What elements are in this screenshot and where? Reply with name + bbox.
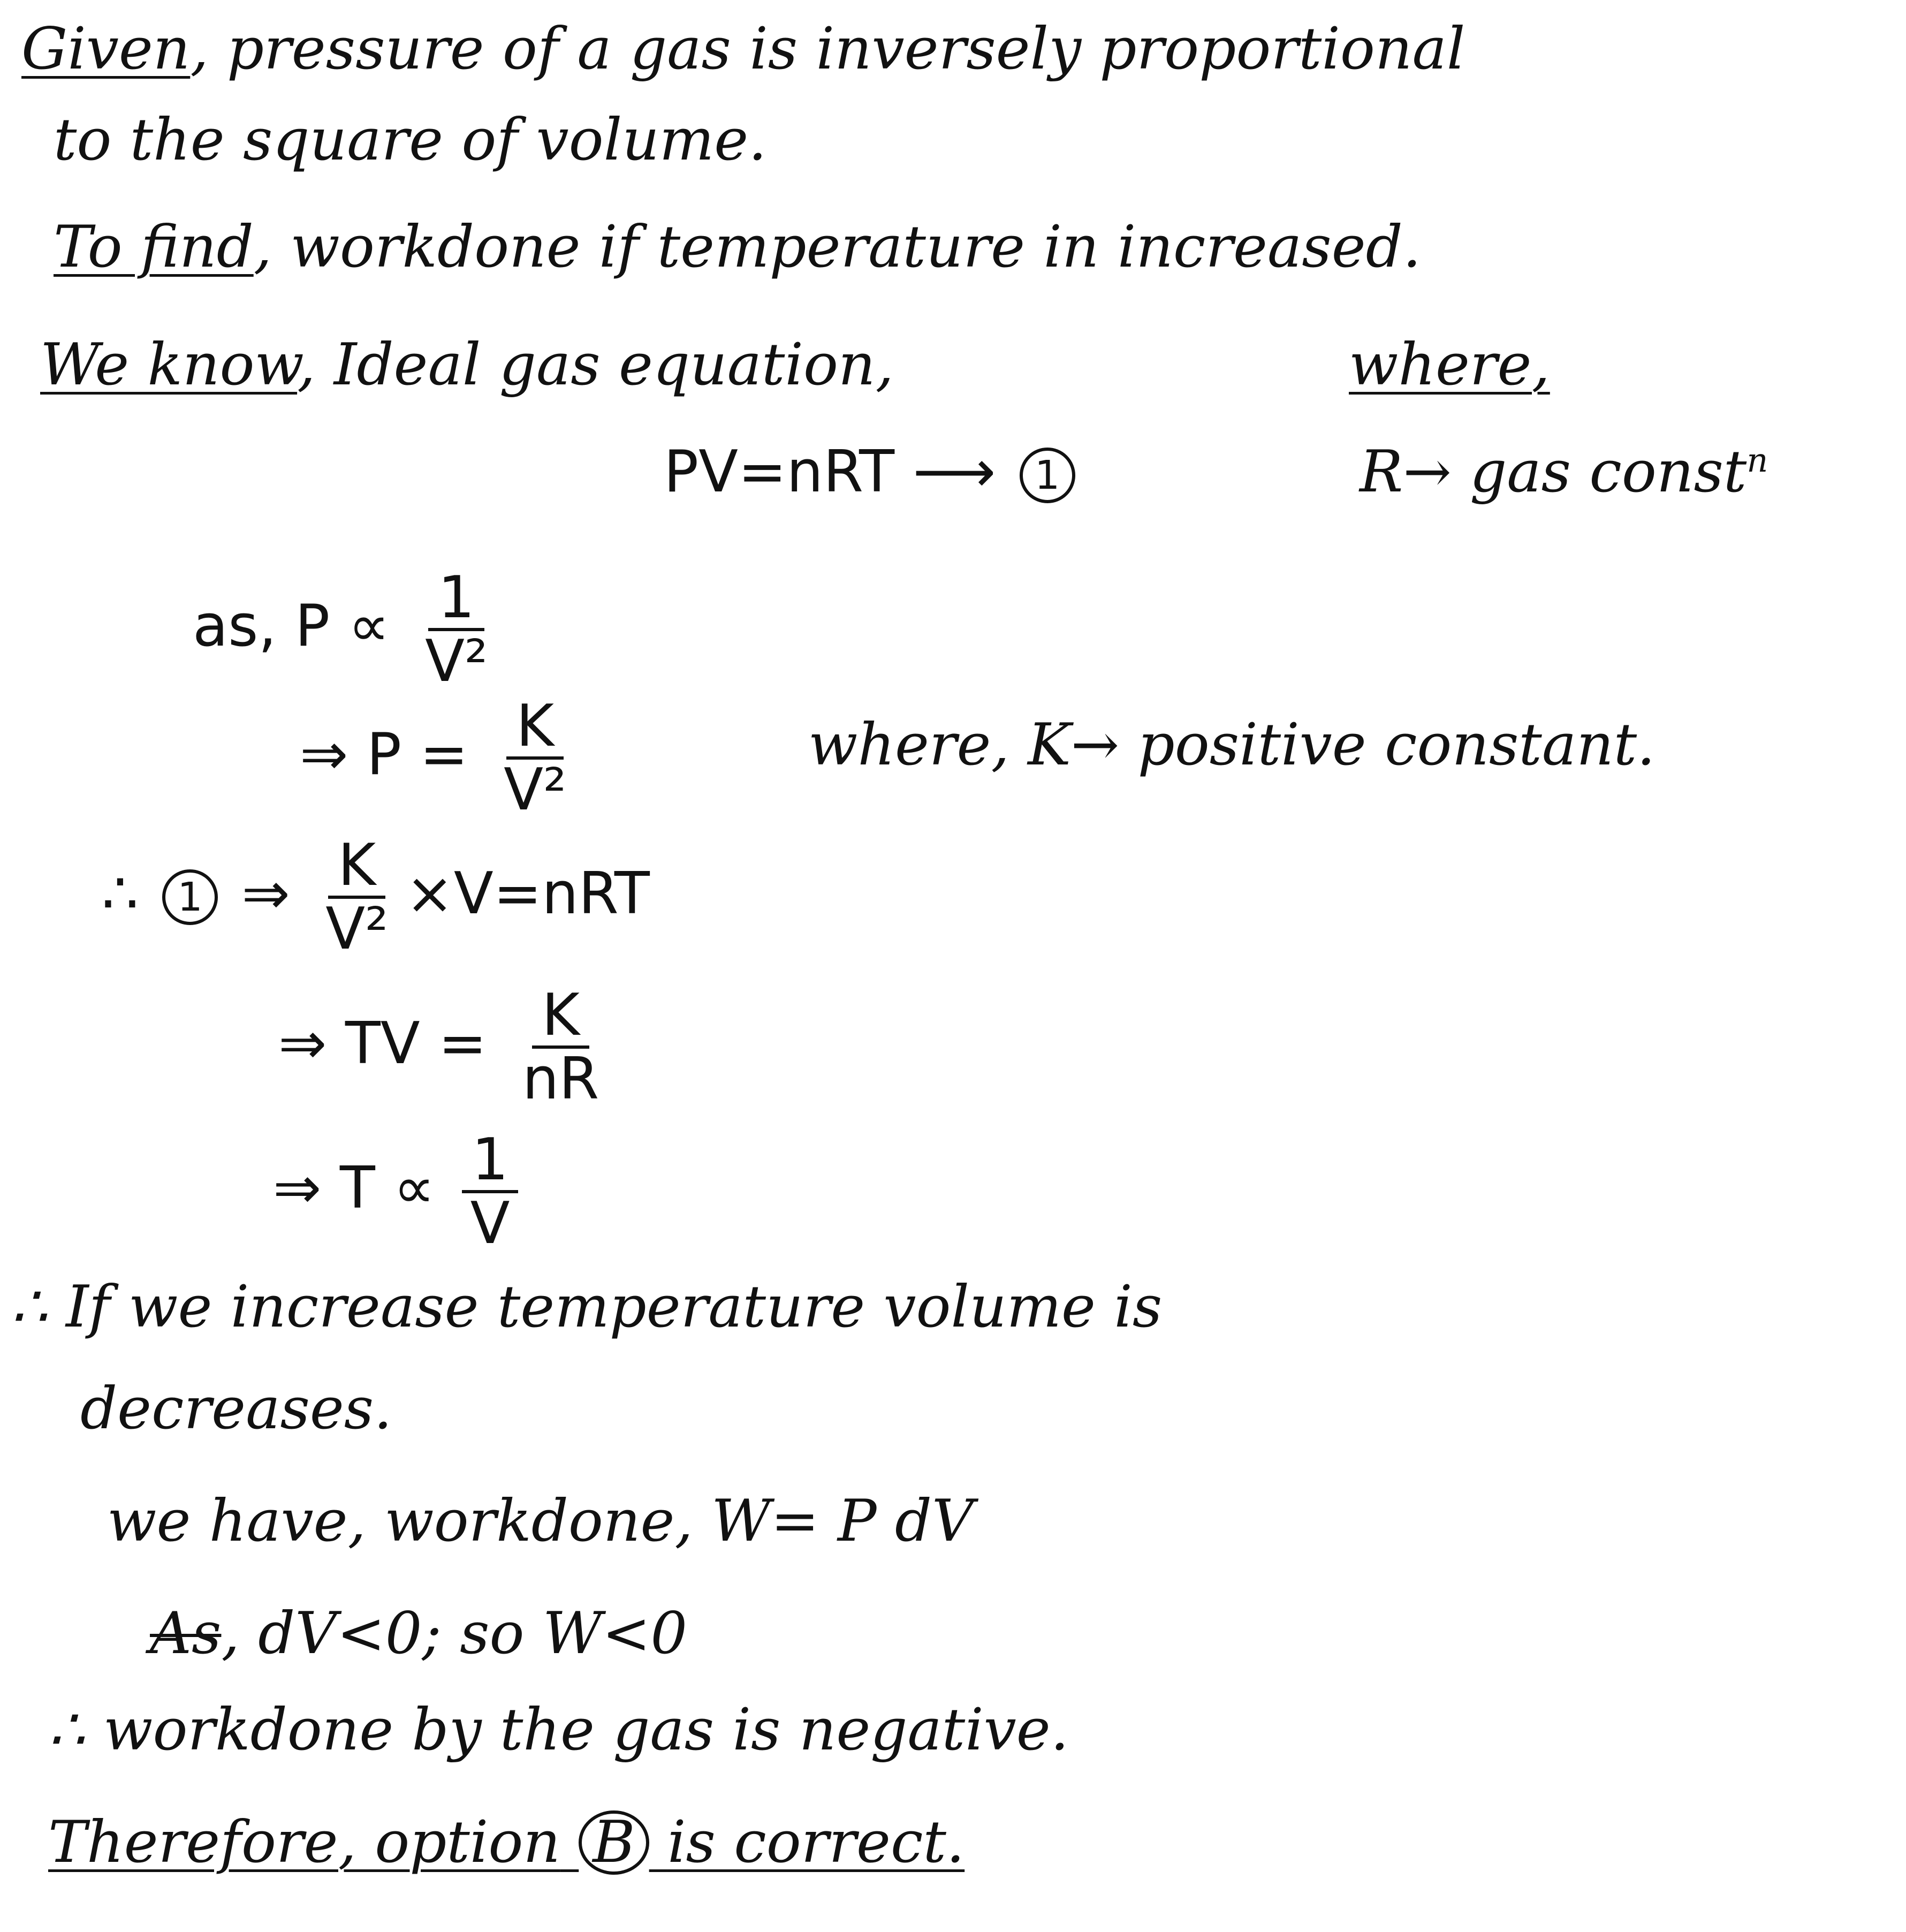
- sub-ref: 1: [162, 869, 218, 925]
- sub-fraction: [316, 832, 398, 963]
- sub-num: K: [328, 835, 385, 899]
- sub-therefore: ∴: [102, 860, 139, 928]
- eq1-arrow: ⟶: [913, 438, 996, 505]
- workdone-definition: we have, workdone, W= P dV: [107, 1488, 974, 1555]
- substitution-equation: [102, 832, 650, 963]
- sub-den: V²: [325, 896, 389, 963]
- p-eq-fraction: [494, 693, 576, 824]
- r-def-text: R→ gas const: [1360, 438, 1747, 505]
- dv-sign-line: [150, 1601, 687, 1667]
- as-fraction: [415, 564, 497, 695]
- given-label: Given: [21, 16, 191, 82]
- tv-equation: [278, 982, 616, 1113]
- t-prop-prefix: ⇒ T ∝: [273, 1155, 435, 1222]
- final-suffix: is correct.: [667, 1809, 965, 1876]
- to-find-text: , workdone if temperature in increased.: [253, 214, 1422, 281]
- eq1-lhs: PV=nRT: [664, 438, 895, 505]
- struck-as: As: [150, 1600, 222, 1667]
- p-eq-num: K: [506, 696, 564, 760]
- t-proportional: [273, 1126, 527, 1257]
- as-prefix: as, P ∝: [193, 593, 390, 660]
- r-def-sup: n: [1746, 441, 1768, 480]
- given-line-2: to the square of volume.: [54, 107, 767, 173]
- conclusion-line-1: ∴ If we increase temperature volume is: [11, 1274, 1163, 1340]
- t-prop-num: 1: [462, 1130, 518, 1193]
- final-prefix: Therefore, option: [48, 1809, 560, 1876]
- given-line-1: [21, 16, 1465, 82]
- r-definition: [1360, 439, 1768, 505]
- proportionality-line: [193, 564, 505, 695]
- tv-prefix: ⇒ TV =: [278, 1010, 487, 1078]
- eq1-ref: 1: [1020, 448, 1075, 503]
- tv-num: K: [532, 985, 589, 1049]
- pressure-equation: [300, 693, 583, 824]
- sub-implies: ⇒: [241, 860, 290, 928]
- as-num: 1: [428, 567, 484, 631]
- t-prop-fraction: [461, 1126, 520, 1257]
- where-label: where,: [1349, 331, 1550, 398]
- final-answer: [48, 1809, 965, 1876]
- dv-sign-rest: , dV<0; so W<0: [221, 1600, 688, 1667]
- conclusion-line-2: decreases.: [80, 1375, 392, 1442]
- as-den: V²: [425, 628, 488, 695]
- sub-rest: ×V=nRT: [405, 860, 650, 928]
- workdone-negative: ∴ workdone by the gas is negative.: [48, 1696, 1069, 1763]
- p-eq-prefix: ⇒ P =: [300, 721, 468, 789]
- k-definition: where, K→ positive constant.: [808, 711, 1656, 778]
- tv-fraction: [513, 982, 609, 1113]
- we-know-line: [40, 332, 894, 398]
- we-know-label: We know: [40, 331, 298, 398]
- to-find-line: [54, 214, 1421, 281]
- tv-den: nR: [522, 1045, 599, 1113]
- option-b-circled: B: [579, 1810, 649, 1875]
- given-text: , pressure of a gas is inversely proportional: [190, 16, 1465, 82]
- ideal-gas-equation: [664, 439, 1081, 505]
- p-eq-den: V²: [504, 756, 567, 824]
- t-prop-den: V: [470, 1190, 510, 1257]
- to-find-label: To find: [54, 214, 254, 281]
- we-know-text: , Ideal gas equation,: [297, 331, 894, 398]
